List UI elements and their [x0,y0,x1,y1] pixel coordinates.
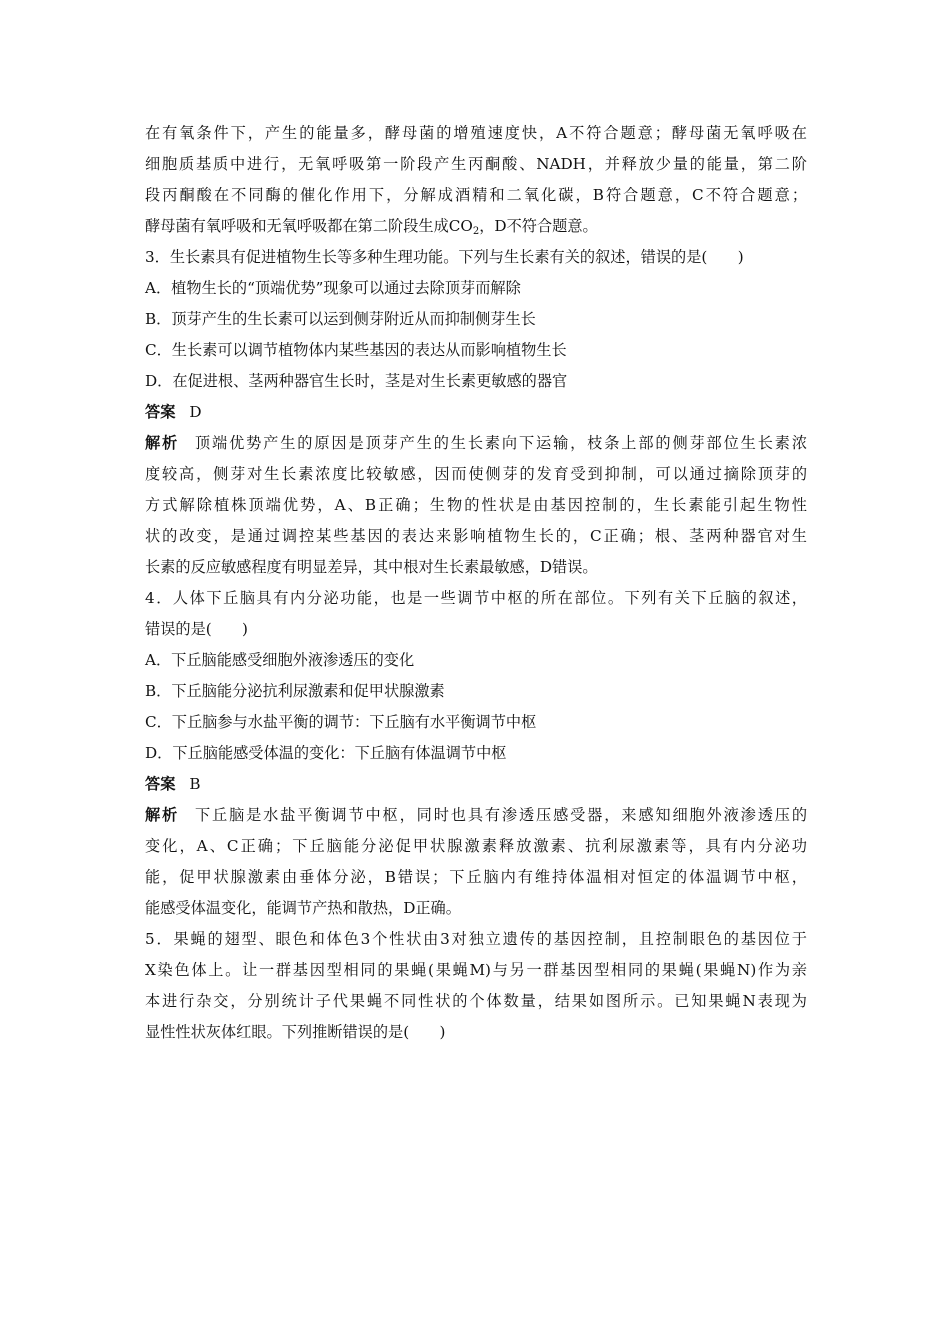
q3-analysis-line: 度较高，侧芽对生长素浓度比较敏感，因而使侧芽的发育受到抑制，可以通过摘除顶芽的 [145,465,807,483]
q2-analysis-text-end: ，D不符合题意。 [479,217,598,235]
q3-option-b: B．顶芽产生的生长素可以运到侧芽附近从而抑制侧芽生长 [145,310,536,328]
q3-analysis-first-line [145,428,807,459]
analysis-label: 解析 [145,806,180,824]
q5-stem-last-line: 显性性状灰体红眼。下列推断错误的是( ) [145,1023,446,1041]
q4-option-d: D．下丘脑能感受体温的变化：下丘脑有体温调节中枢 [145,744,507,762]
q4-answer-value: B [189,775,201,793]
q2-analysis-text: 酵母菌有氧呼吸和无氧呼吸都在第二阶段生成CO [145,217,473,235]
q4-stem-line1: 4．人体下丘脑具有内分泌功能，也是一些调节中枢的所在部位。下列有关下丘脑的叙述， [145,589,807,607]
co2-subscript: 2 [472,226,480,237]
q4-analysis-line: 变化，A、C正确；下丘脑能分泌促甲状腺激素释放激素、抗利尿激素等，具有内分泌功 [145,837,807,855]
q4-analysis-line: 能，促甲状腺激素由垂体分泌，B错误；下丘脑内有维持体温相对恒定的体温调节中枢， [145,868,807,886]
q3-option-c: C．生长素可以调节植物体内某些基因的表达从而影响植物生长 [145,341,567,359]
q4-option-b: B．下丘脑能分泌抗利尿激素和促甲状腺激素 [145,682,445,700]
q4-stem-line2: 错误的是( ) [145,620,248,638]
q3-answer-value: D [189,403,202,421]
q2-analysis-line: 段丙酮酸在不同酶的催化作用下，分解成酒精和二氧化碳，B符合题意，C不符合题意； [145,186,807,204]
q4-analysis-text: 下丘脑是水盐平衡调节中枢，同时也具有渗透压感受器，来感知细胞外液渗透压的 [193,806,808,824]
q3-answer [145,397,807,428]
analysis-label: 解析 [145,434,180,452]
answer-label: 答案 [145,775,176,793]
q3-option-d: D．在促进根、茎两种器官生长时，茎是对生长素更敏感的器官 [145,372,568,390]
q2-analysis-line: 在有氧条件下，产生的能量多，酵母菌的增殖速度快，A不符合题意；酵母菌无氧呼吸在 [145,124,807,142]
q4-analysis-last-line: 能感受体温变化，能调节产热和散热，D正确。 [145,899,461,917]
q3-analysis-last-line: 长素的反应敏感程度有明显差异，其中根对生长素最敏感，D错误。 [145,558,598,576]
q2-analysis-last-line [145,211,807,242]
q3-analysis-line: 方式解除植株顶端优势，A、B正确；生物的性状是由基因控制的，生长素能引起生物性 [145,496,807,514]
q3-analysis-line: 状的改变，是通过调控某些基因的表达来影响植物生长的，C正确；根、茎两种器官对生 [145,527,807,545]
q4-answer [145,769,807,800]
q3-option-a: A．植物生长的“顶端优势”现象可以通过去除顶芽而解除 [145,279,521,297]
q4-analysis-first-line [145,800,807,831]
q4-option-c: C．下丘脑参与水盐平衡的调节：下丘脑有水平衡调节中枢 [145,713,537,731]
answer-label: 答案 [145,403,176,421]
q5-stem-line: 5．果蝇的翅型、眼色和体色3个性状由3对独立遗传的基因控制，且控制眼色的基因位于 [145,930,807,948]
q5-stem-line: 本进行杂交，分别统计子代果蝇不同性状的个体数量，结果如图所示。已知果蝇N表现为 [145,992,807,1010]
q4-option-a: A．下丘脑能感受细胞外液渗透压的变化 [145,651,415,669]
document-page [145,118,807,1048]
q3-stem: 3．生长素具有促进植物生长等多种生理功能。下列与生长素有关的叙述，错误的是( ) [145,248,744,266]
q3-analysis-text: 顶端优势产生的原因是顶芽产生的生长素向下运输，枝条上部的侧芽部位生长素浓 [193,434,808,452]
q2-analysis-line: 细胞质基质中进行，无氧呼吸第一阶段产生丙酮酸、NADH，并释放少量的能量，第二阶 [145,155,807,173]
q5-stem-line: X染色体上。让一群基因型相同的果蝇(果蝇M)与另一群基因型相同的果蝇(果蝇N)作为亲 [145,961,807,979]
